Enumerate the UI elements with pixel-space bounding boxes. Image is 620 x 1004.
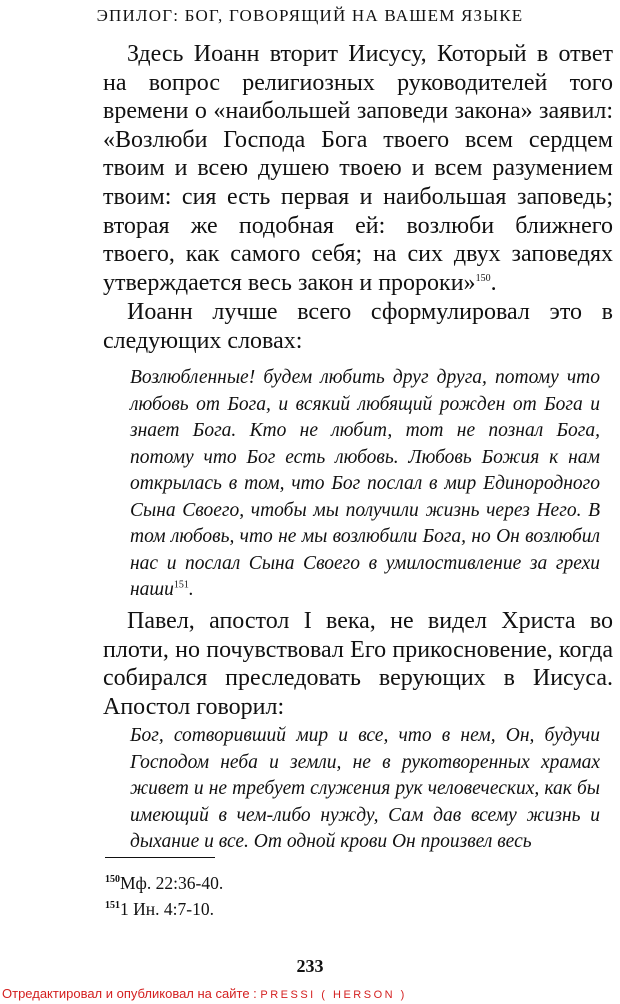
quote-2: Бог, сотворивший мир и все, что в нем, Он, будучи Господом неба и земли, не в рукотворенных храмах живет и не требует служения рук человеческих, как бы имеющий в чем-либо нужду, Сам дав всему жизнь и дыхание и все. От одной крови Он произвел весь	[130, 725, 600, 852]
running-head: ЭПИЛОГ: БОГ, ГОВОРЯЩИЙ НА ВАШЕМ ЯЗЫКЕ	[96, 6, 524, 25]
watermark	[2, 986, 407, 1001]
footnote-text: Мф. 22:36-40.	[120, 873, 224, 893]
footnote-mark: 150	[105, 874, 120, 886]
page-number: 233	[296, 956, 324, 976]
paragraph-1-text: Здесь Иоанн вторит Иисусу, Который в ответ на вопрос религиозных руководителей того времени о «наибольшей заповеди закона» заявил: «Возлюби Господа Бога твоего всем сердцем твоим и всею душею твоею и всем разумением твоим: сия есть первая и наибольшая заповедь; вторая же подобная ей: возлюби ближнего твоего, как самого себя; на сих двух заповедях утверждается весь закон и пророки»	[103, 41, 613, 296]
paragraph-3: Павел, апостол I века, не видел Христа во плоти, но почувствовал Его прикосновение, когда собирался преследовать верующих в Иисуса. Апостол говорил:	[103, 608, 613, 720]
quote-1-text: Возлюбленные! будем любить друг друга, потому что любовь от Бога, и всякий любящий рожден от Бога и знает Бога. Кто не любит, тот не познал Бога, потому что Бог есть любовь. Любовь Божия к нам открылась в том, что Бог послал в мир Единородного Сына Своего, чтобы мы получили жизнь через Него. В том любовь, что не мы возлюбили Бога, но Он возлюбил нас и послал Сына Своего в умилостивление за грехи наши	[130, 367, 600, 600]
quote-1	[130, 365, 600, 604]
footnote-ref-151: 151	[173, 579, 189, 591]
watermark-prefix: Отредактировал и опубликовал на сайте :	[2, 986, 261, 1001]
paragraph-1-tail: .	[490, 269, 497, 296]
footnote-150	[105, 872, 223, 894]
footnote-mark: 151	[105, 900, 120, 912]
watermark-site: PRESSI ( HERSON )	[260, 989, 407, 1001]
footnote-151	[105, 898, 214, 920]
paragraph-1	[103, 40, 613, 297]
paragraph-2: Иоанн лучше всего сформулировал это в следующих словах:	[103, 299, 613, 354]
footnote-divider	[105, 857, 215, 858]
footnote-ref-150: 150	[475, 272, 491, 284]
quote-1-tail: .	[188, 579, 194, 600]
footnote-text: 1 Ин. 4:7-10.	[120, 899, 214, 919]
